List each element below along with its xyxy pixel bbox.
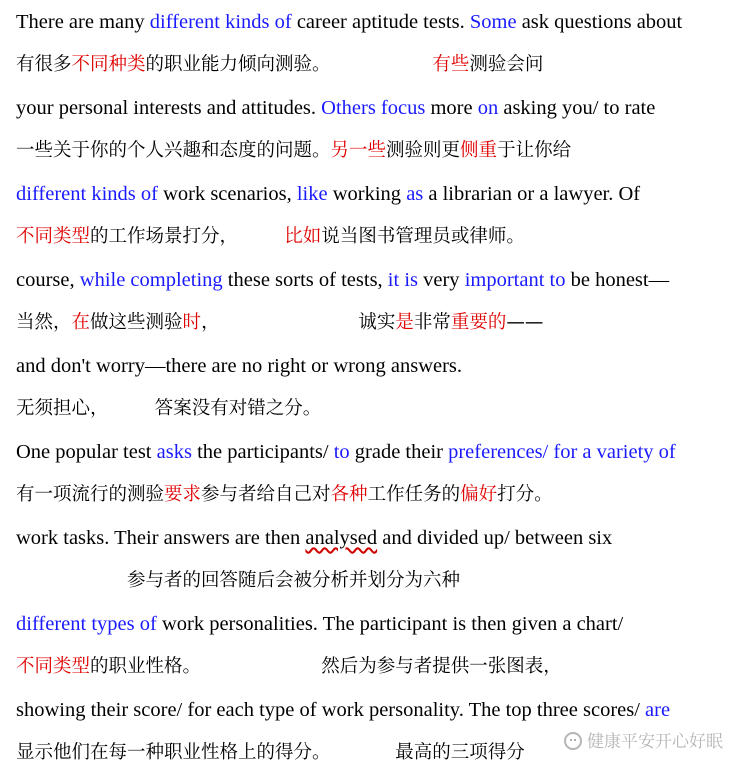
text-segment: a librarian or a lawyer. Of	[423, 183, 641, 205]
english-line-15	[16, 611, 747, 637]
wechat-icon	[564, 732, 582, 750]
chinese-line-8	[16, 310, 747, 336]
highlighted-translation: 不同类型	[16, 656, 91, 677]
highlighted-translation: 在	[71, 312, 91, 333]
english-line-11	[16, 439, 747, 465]
highlighted-phrase: like	[296, 183, 328, 205]
chinese-line-14	[16, 568, 747, 594]
text-segment: 然后为参与者提供一张图表，	[321, 656, 562, 677]
text-segment: be honest—	[565, 269, 670, 291]
highlighted-phrase: asks	[156, 441, 192, 463]
english-line-3	[16, 95, 747, 121]
text-segment: 无须担心，	[16, 398, 100, 419]
highlighted-phrase: important to	[464, 269, 566, 291]
text-segment: the participants/	[191, 441, 334, 463]
highlighted-phrase: on	[477, 97, 499, 119]
text-segment: One popular test	[16, 441, 157, 463]
highlighted-translation: 不同种类	[71, 54, 146, 75]
text-segment: very	[418, 269, 465, 291]
text-segment: 的职业性格。	[90, 656, 192, 677]
text-segment	[192, 656, 322, 677]
text-segment: asking you/ to rate	[498, 97, 656, 119]
highlighted-translation: 另一些	[330, 140, 387, 161]
watermark-text: 健康平安开心好眠	[587, 732, 723, 752]
text-segment: work tasks. Their answers are then	[16, 527, 306, 549]
text-segment: 做这些测验	[90, 312, 183, 333]
english-line-7	[16, 267, 747, 293]
watermark	[564, 727, 723, 752]
highlighted-phrase: different kinds of	[16, 183, 158, 205]
highlighted-phrase: while completing	[79, 269, 223, 291]
english-line-9	[16, 353, 747, 379]
text-segment: There are many	[16, 11, 150, 33]
chinese-line-16	[16, 654, 747, 680]
text-segment: working	[327, 183, 407, 205]
highlighted-phrase: as	[406, 183, 424, 205]
text-segment: 测验会问	[469, 54, 544, 75]
english-line-13	[16, 525, 747, 551]
text-segment	[321, 742, 395, 763]
english-line-1	[16, 9, 747, 35]
highlighted-translation: 侧重	[460, 140, 498, 161]
highlighted-translation: 比如	[284, 226, 322, 247]
chinese-line-4	[16, 138, 747, 164]
text-segment: ，	[201, 312, 211, 333]
text-segment: 说当图书管理员或律师。	[321, 226, 525, 247]
chinese-line-10	[16, 396, 747, 422]
text-segment: showing their score/ for each type of work personality. The top three scores/	[16, 699, 646, 721]
text-segment: these sorts of tests,	[222, 269, 388, 291]
highlighted-translation: 是	[395, 312, 414, 333]
english-line-5	[16, 181, 747, 207]
text-segment	[99, 398, 155, 419]
text-segment	[16, 570, 127, 591]
text-segment: course,	[16, 269, 80, 291]
text-segment: work scenarios,	[157, 183, 297, 205]
highlighted-translation: 有些	[432, 54, 470, 75]
highlighted-translation: 重要的	[450, 312, 507, 333]
chinese-line-12	[16, 482, 747, 508]
chinese-line-2	[16, 52, 747, 78]
text-segment	[321, 54, 432, 75]
text-segment: more	[425, 97, 478, 119]
text-segment: 打分。	[497, 484, 553, 505]
text-segment: work personalities. The participant is then given a chart/	[156, 613, 624, 635]
text-segment: career aptitude tests.	[291, 11, 470, 33]
text-segment: 测验则更	[386, 140, 461, 161]
text-segment: 最高的三项得分	[395, 742, 525, 763]
text-segment: 的工作场景打分，	[90, 226, 229, 247]
text-segment: ask questions about	[516, 11, 683, 33]
text-segment	[210, 312, 358, 333]
text-segment: 参与者给自己对	[201, 484, 331, 505]
chinese-line-6	[16, 224, 747, 250]
text-segment: and don't worry—there are no right or wrong answers.	[16, 355, 463, 377]
highlighted-translation: 偏好	[460, 484, 498, 505]
text-segment: 有一项流行的测验	[16, 484, 165, 505]
text-segment: 一些关于你的个人兴趣和态度的问题。	[16, 140, 331, 161]
highlighted-phrase: Some	[469, 11, 517, 33]
highlighted-translation: 时	[182, 312, 202, 333]
highlighted-phrase: to	[333, 441, 350, 463]
highlighted-phrase: different types of	[16, 613, 157, 635]
text-segment: 当然，	[16, 312, 72, 333]
highlighted-phrase: preferences/ for a variety of	[448, 441, 676, 463]
highlighted-translation: 不同类型	[16, 226, 91, 247]
english-line-17	[16, 697, 747, 723]
text-segment: 的职业能力倾向测验。	[145, 54, 322, 75]
text-segment: 有很多	[16, 54, 72, 75]
text-segment: grade their	[349, 441, 449, 463]
text-segment: ——	[506, 312, 544, 333]
text-segment: your personal interests and attitudes.	[16, 97, 322, 119]
highlighted-phrase: are	[645, 699, 671, 721]
text-segment: 显示他们在每一种职业性格上的得分。	[16, 742, 322, 763]
text-segment: 参与者的回答随后会被分析并划分为六种	[127, 570, 461, 591]
spellcheck-word: analysed	[305, 527, 378, 549]
text-segment: 于让你给	[497, 140, 572, 161]
text-segment: 工作任务的	[367, 484, 461, 505]
text-segment: 非常	[413, 312, 451, 333]
text-segment	[229, 226, 285, 247]
text-segment: and divided up/ between six	[377, 527, 613, 549]
highlighted-phrase: it is	[387, 269, 418, 291]
highlighted-translation: 要求	[164, 484, 202, 505]
highlighted-phrase: Others focus	[321, 97, 426, 119]
text-segment: 诚实	[358, 312, 396, 333]
highlighted-phrase: different kinds of	[149, 11, 292, 33]
text-segment: 答案没有对错之分。	[154, 398, 322, 419]
highlighted-translation: 各种	[330, 484, 368, 505]
